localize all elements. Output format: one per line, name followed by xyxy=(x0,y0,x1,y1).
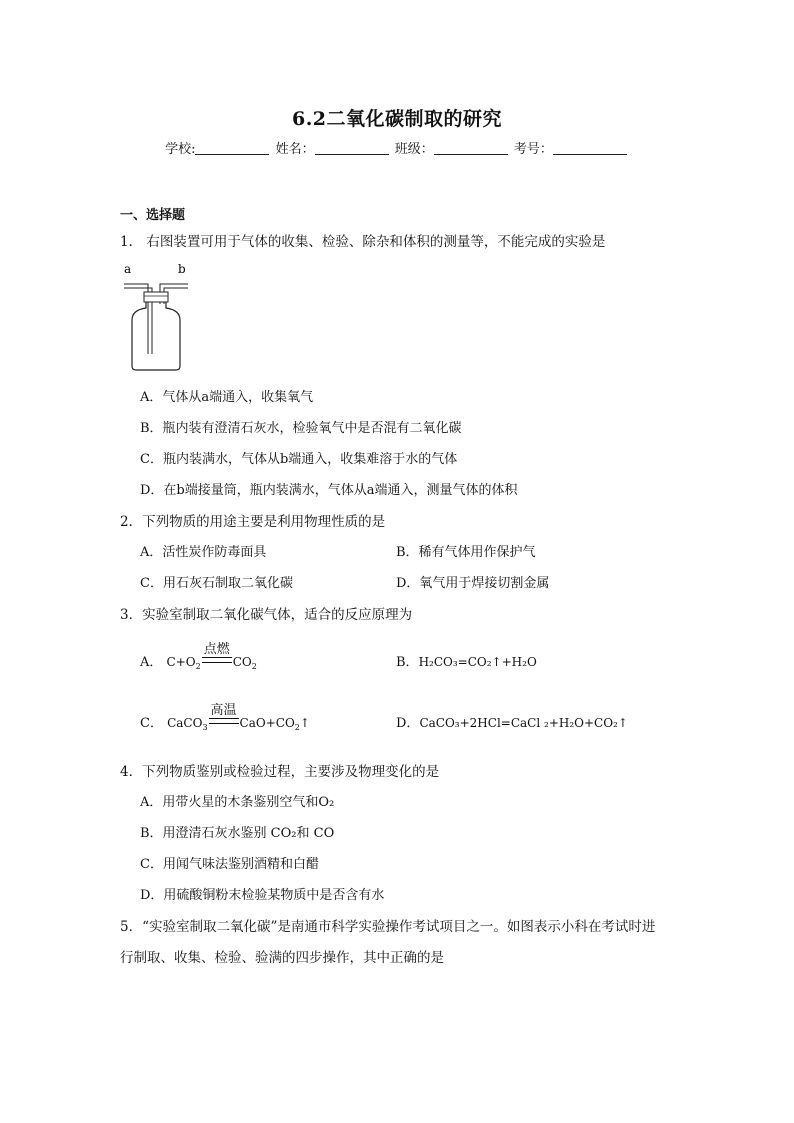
option-b-equation: H₂CO₃=CO₂↑+H₂O xyxy=(418,655,537,669)
option-a-equation xyxy=(166,642,257,671)
eq-c-rhs-sub: 2 xyxy=(294,723,300,732)
option-c-equation xyxy=(167,703,310,732)
question-4-option-a[interactable]: A．用带火星的木条鉴别空气和O₂ xyxy=(140,795,335,810)
name-blank[interactable] xyxy=(315,142,389,155)
question-4-option-c[interactable]: C．用闻气味法鉴别酒精和白醋 xyxy=(140,857,319,872)
label-a: a xyxy=(124,262,132,276)
question-3-stem: 3．实验室制取二氧化碳气体，适合的反应原理为 xyxy=(120,607,413,623)
eq-c-tail: ↑ xyxy=(299,716,310,730)
eq-a-rhs-sub: 2 xyxy=(251,662,257,671)
eq-a-lhs-sub: 2 xyxy=(195,662,201,671)
question-2-stem: 2．下列物质的用途主要是利用物理性质的是 xyxy=(120,514,386,530)
school-blank[interactable] xyxy=(195,142,269,155)
eq-a-condition-sign xyxy=(202,642,232,669)
number-label: 考号： xyxy=(513,142,553,157)
question-1-option-d[interactable]: D．在b端接量筒，瓶内装满水，气体从a端通入，测量气体的体积 xyxy=(140,483,518,498)
gas-bottle-figure xyxy=(118,262,198,378)
question-5-stem-line-2: 行制取、收集、检验、验满的四步操作，其中正确的是 xyxy=(120,950,444,966)
option-d-label: D． xyxy=(396,716,420,731)
eq-c-condition: 高温 xyxy=(210,703,237,718)
question-1-option-b[interactable]: B．瓶内装有澄清石灰水，检验氧气中是否混有二氧化碳 xyxy=(140,421,462,436)
eq-c-lhs: CaCO xyxy=(167,716,203,730)
eq-c-lhs-sub: 3 xyxy=(202,723,208,732)
student-info-line xyxy=(0,138,794,157)
eq-a-lhs: C+O xyxy=(166,655,196,669)
question-3-option-a[interactable] xyxy=(140,642,257,671)
class-blank[interactable] xyxy=(434,142,508,155)
question-2-option-a[interactable]: A．活性炭作防毒面具 xyxy=(140,545,267,560)
eq-a-rhs: CO xyxy=(232,655,252,669)
question-4-option-b[interactable]: B．用澄清石灰水鉴别 CO₂和 CO xyxy=(140,826,335,841)
page-title: 6.2二氧化碳制取的研究 xyxy=(291,108,503,130)
eq-c-condition-sign xyxy=(209,703,239,730)
question-2-option-c[interactable]: C．用石灰石制取二氧化碳 xyxy=(140,576,293,591)
option-a-label: A． xyxy=(140,655,163,670)
gas-bottle-diagram xyxy=(118,262,198,374)
name-label: 姓名： xyxy=(275,142,315,157)
question-4-option-d[interactable]: D．用硫酸铜粉末检验某物质中是否含有水 xyxy=(140,888,385,903)
question-5-stem-line-1: 5．“实验室制取二氧化碳”是南通市科学实验操作考试项目之一。如图表示小科在考试时进 xyxy=(120,919,656,935)
question-3-option-d[interactable] xyxy=(396,712,628,731)
question-2-option-d[interactable]: D．氧气用于焊接切割金属 xyxy=(396,576,550,591)
school-label: 学校: xyxy=(165,142,196,157)
question-1-option-a[interactable]: A．气体从a端通入，收集氧气 xyxy=(140,390,314,405)
option-c-label: C． xyxy=(140,716,163,731)
question-4-stem: 4．下列物质鉴别或检验过程，主要涉及物理变化的是 xyxy=(120,764,440,780)
section-heading: 一、选择题 xyxy=(120,208,186,223)
question-1-stem: 1． 右图装置可用于气体的收集、检验、除杂和体积的测量等，不能完成的实验是 xyxy=(120,234,606,250)
class-label: 班级： xyxy=(394,142,434,157)
number-blank[interactable] xyxy=(553,142,627,155)
option-d-equation: CaCO₃+2HCl=CaCl ₂+H₂O+CO₂↑ xyxy=(419,716,628,730)
question-3-option-c[interactable] xyxy=(140,703,310,732)
question-3-option-b[interactable] xyxy=(396,651,537,670)
eq-c-rhs: CaO+CO xyxy=(239,716,295,730)
label-b: b xyxy=(178,262,186,276)
eq-a-condition: 点燃 xyxy=(203,642,230,657)
option-b-label: B． xyxy=(396,655,419,670)
question-2-option-b[interactable]: B．稀有气体用作保护气 xyxy=(396,545,536,560)
question-1-option-c[interactable]: C．瓶内装满水，气体从b端通入，收集难溶于水的气体 xyxy=(140,452,458,467)
